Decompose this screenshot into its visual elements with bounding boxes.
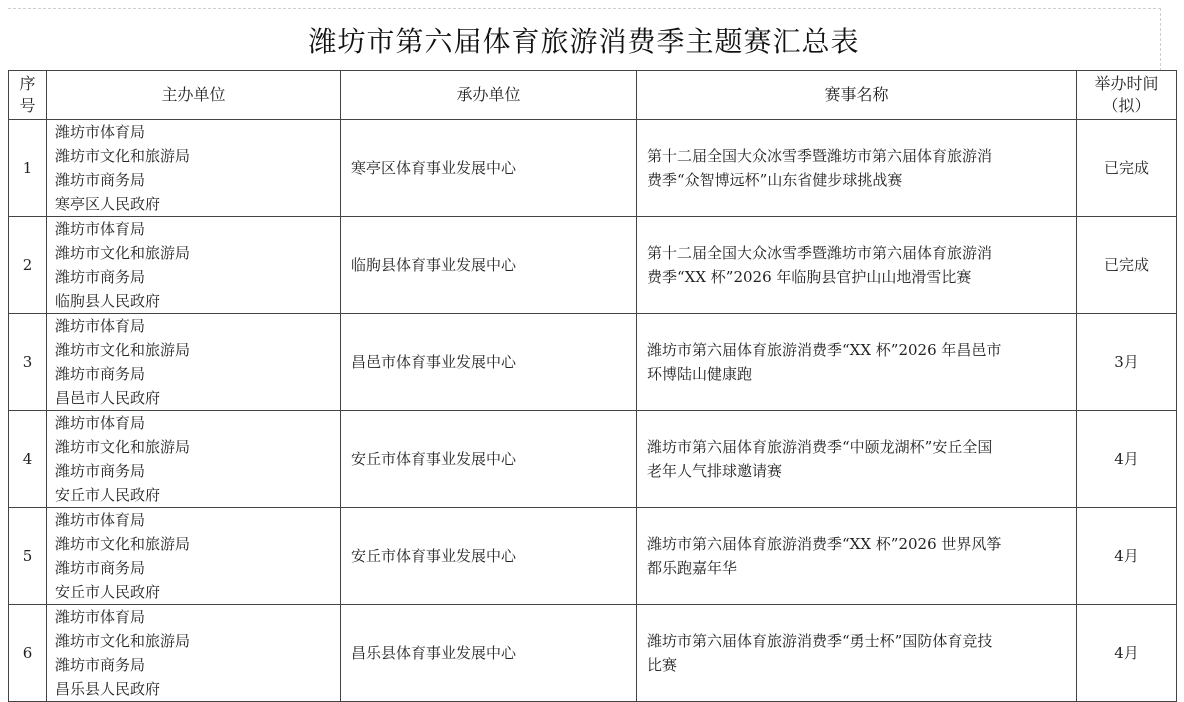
row-hosts bbox=[47, 120, 341, 217]
row-organizer: 临朐县体育事业发展中心 bbox=[341, 217, 637, 314]
row-index: 1 bbox=[9, 120, 47, 217]
host-line: 潍坊市体育局 bbox=[55, 317, 146, 335]
host-line: 潍坊市文化和旅游局 bbox=[55, 341, 191, 359]
row-index: 4 bbox=[9, 411, 47, 508]
row-time: 4月 bbox=[1077, 605, 1177, 702]
row-index: 3 bbox=[9, 314, 47, 411]
event-line: 第十二届全国大众冰雪季暨潍坊市第六届体育旅游消 bbox=[647, 147, 993, 165]
event-line: 费季“XX 杯”2026 年临朐县官护山山地滑雪比赛 bbox=[647, 268, 972, 286]
row-organizer: 寒亭区体育事业发展中心 bbox=[341, 120, 637, 217]
host-line: 潍坊市商务局 bbox=[55, 462, 146, 480]
row-hosts bbox=[47, 217, 341, 314]
document-title: 潍坊市第六届体育旅游消费季主题赛汇总表 bbox=[308, 25, 860, 58]
host-line: 潍坊市文化和旅游局 bbox=[55, 244, 191, 262]
header-event: 赛事名称 bbox=[637, 71, 1077, 120]
table-row bbox=[9, 508, 1177, 605]
row-index: 5 bbox=[9, 508, 47, 605]
host-line: 潍坊市商务局 bbox=[55, 365, 146, 383]
table-row bbox=[9, 120, 1177, 217]
event-line: 比赛 bbox=[647, 656, 678, 674]
table-row bbox=[9, 605, 1177, 702]
row-time: 3月 bbox=[1077, 314, 1177, 411]
row-hosts bbox=[47, 508, 341, 605]
row-time: 已完成 bbox=[1077, 120, 1177, 217]
row-time: 4月 bbox=[1077, 411, 1177, 508]
row-hosts bbox=[47, 314, 341, 411]
host-line: 安丘市人民政府 bbox=[55, 583, 161, 601]
host-line: 潍坊市文化和旅游局 bbox=[55, 535, 191, 553]
host-line: 昌乐县人民政府 bbox=[55, 680, 161, 698]
header-host: 主办单位 bbox=[47, 71, 341, 120]
host-line: 潍坊市文化和旅游局 bbox=[55, 632, 191, 650]
row-hosts bbox=[47, 411, 341, 508]
host-line: 临朐县人民政府 bbox=[55, 292, 161, 310]
host-line: 潍坊市文化和旅游局 bbox=[55, 438, 191, 456]
event-line: 潍坊市第六届体育旅游消费季“XX 杯”2026 年昌邑市 bbox=[647, 341, 1002, 359]
host-line: 潍坊市商务局 bbox=[55, 268, 146, 286]
header-time-line1: 举办时间 bbox=[1094, 74, 1159, 93]
event-line: 潍坊市第六届体育旅游消费季“勇士杯”国防体育竞技 bbox=[647, 632, 993, 650]
event-line: 老年人气排球邀请赛 bbox=[647, 462, 783, 480]
row-event bbox=[637, 605, 1077, 702]
event-line: 费季“众智博远杯”山东省健步球挑战赛 bbox=[647, 171, 903, 189]
row-event bbox=[637, 314, 1077, 411]
event-line: 潍坊市第六届体育旅游消费季“中颐龙湖杯”安丘全国 bbox=[647, 438, 993, 456]
row-event bbox=[637, 411, 1077, 508]
row-organizer: 昌乐县体育事业发展中心 bbox=[341, 605, 637, 702]
host-line: 潍坊市体育局 bbox=[55, 123, 146, 141]
row-organizer: 昌邑市体育事业发展中心 bbox=[341, 314, 637, 411]
row-event bbox=[637, 120, 1077, 217]
header-time-line2: （拟） bbox=[1102, 96, 1151, 115]
row-time: 已完成 bbox=[1077, 217, 1177, 314]
row-event bbox=[637, 508, 1077, 605]
host-line: 安丘市人民政府 bbox=[55, 486, 161, 504]
row-hosts bbox=[47, 605, 341, 702]
host-line: 昌邑市人民政府 bbox=[55, 389, 161, 407]
host-line: 潍坊市商务局 bbox=[55, 559, 146, 577]
event-line: 环博陆山健康跑 bbox=[647, 365, 753, 383]
row-organizer: 安丘市体育事业发展中心 bbox=[341, 411, 637, 508]
header-index bbox=[9, 71, 47, 120]
host-line: 潍坊市商务局 bbox=[55, 656, 146, 674]
event-line: 潍坊市第六届体育旅游消费季“XX 杯”2026 世界风筝 bbox=[647, 535, 1002, 553]
title-box bbox=[8, 8, 1161, 71]
table-row bbox=[9, 217, 1177, 314]
host-line: 潍坊市文化和旅游局 bbox=[55, 147, 191, 165]
host-line: 寒亭区人民政府 bbox=[55, 195, 161, 213]
event-line: 第十二届全国大众冰雪季暨潍坊市第六届体育旅游消 bbox=[647, 244, 993, 262]
event-line: 都乐跑嘉年华 bbox=[647, 559, 738, 577]
row-index: 2 bbox=[9, 217, 47, 314]
row-time: 4月 bbox=[1077, 508, 1177, 605]
row-organizer: 安丘市体育事业发展中心 bbox=[341, 508, 637, 605]
header-time bbox=[1077, 71, 1177, 120]
header-index-line2: 号 bbox=[19, 96, 36, 115]
host-line: 潍坊市体育局 bbox=[55, 414, 146, 432]
header-organizer: 承办单位 bbox=[341, 71, 637, 120]
table-row bbox=[9, 411, 1177, 508]
host-line: 潍坊市体育局 bbox=[55, 608, 146, 626]
header-index-line1: 序 bbox=[19, 74, 36, 93]
table-header-row bbox=[9, 71, 1177, 120]
table-row bbox=[9, 314, 1177, 411]
summary-table bbox=[8, 70, 1177, 702]
host-line: 潍坊市体育局 bbox=[55, 220, 146, 238]
row-event bbox=[637, 217, 1077, 314]
row-index: 6 bbox=[9, 605, 47, 702]
host-line: 潍坊市体育局 bbox=[55, 511, 146, 529]
host-line: 潍坊市商务局 bbox=[55, 171, 146, 189]
